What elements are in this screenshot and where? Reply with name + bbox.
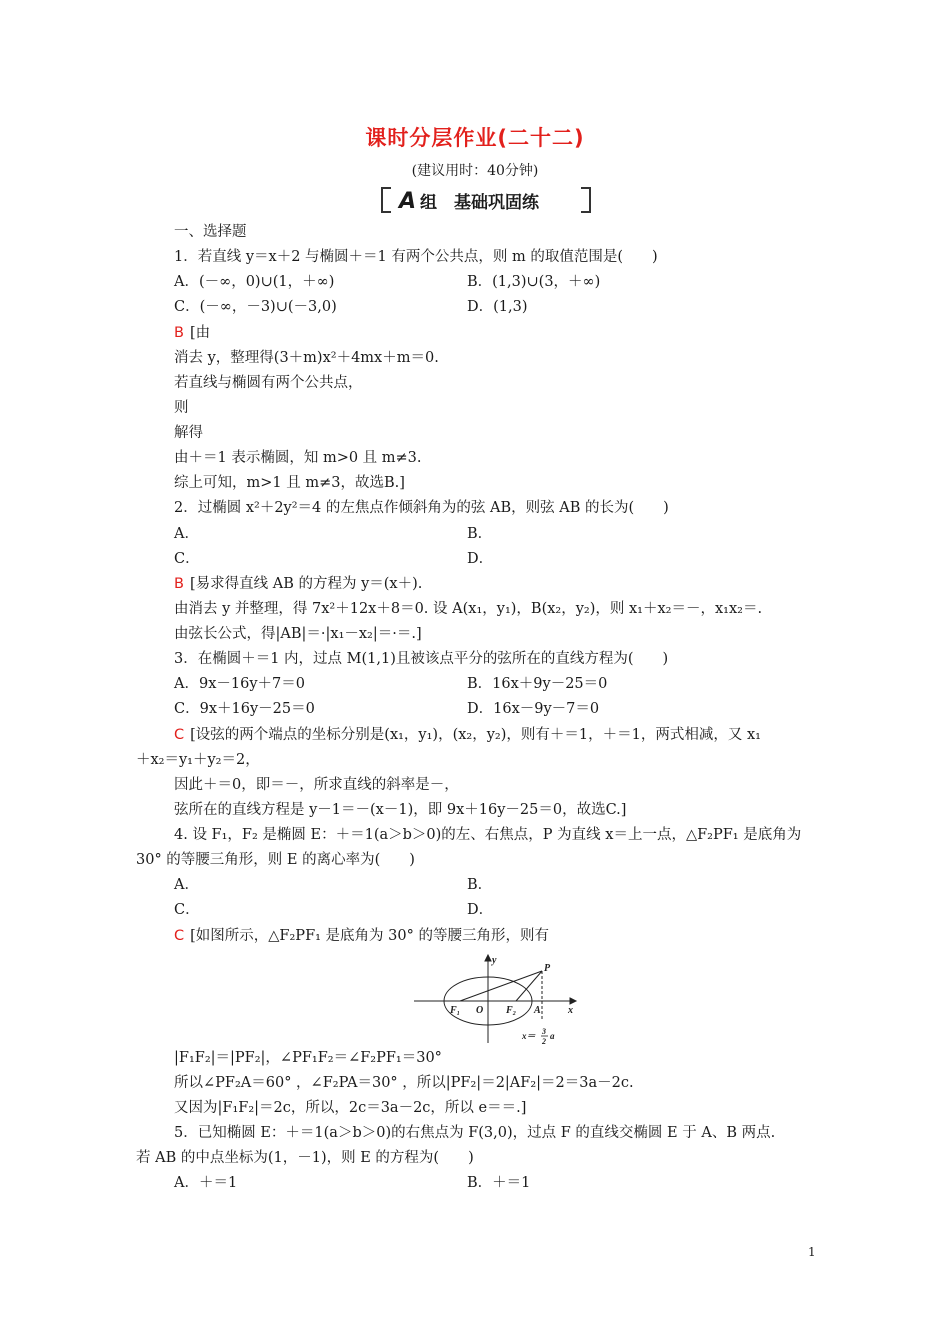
text-line-q2d (467, 549, 493, 569)
line-text: B．＋＝1 (467, 1175, 531, 1191)
line-text: A． (174, 526, 199, 542)
line-text: ＋x₂＝y₁＋y₂＝2， (136, 752, 260, 768)
answer-letter: B (174, 325, 184, 341)
line-text: A．9x－16y＋7＝0 (174, 676, 305, 692)
x-axis-arrow (570, 998, 576, 1004)
line-text: 1．若直线 y＝x＋2 与椭圆＋＝1 有两个公共点，则 m 的取值范围是( ) (174, 249, 658, 265)
text-line-q2a (174, 524, 199, 544)
text-line-q2c (174, 549, 200, 569)
text-line-q5b (467, 1173, 530, 1193)
line-text: 若直线与椭圆有两个公共点， (174, 375, 363, 391)
line-text: 综上可知，m>1 且 m≠3，故选B.] (174, 475, 405, 491)
text-line-s1_3 (174, 398, 189, 418)
line-text: C． (174, 551, 200, 567)
line-text: 2．过椭圆 x²＋2y²＝4 的左焦点作倾斜角为的弦 AB，则弦 AB 的长为( ) (174, 500, 669, 516)
line-text: D． (467, 902, 494, 918)
segment-F1P (460, 971, 542, 1001)
line-text: 由消去 y 并整理，得 7x²＋12x＋8＝0. 设 A(x₁，y₁)，B(x₂，y₂)，则 x₁＋x₂＝－，x₁x₂＝. (174, 601, 763, 617)
line-text: 若 AB 的中点坐标为(1，－1)，则 E 的方程为( ) (136, 1150, 474, 1166)
text-line-s1_5 (174, 448, 422, 468)
text-line-q5a (174, 1173, 237, 1193)
label-O: O (476, 1005, 484, 1016)
line-text: B．16x＋9y－25＝0 (467, 676, 608, 692)
line-text: 5．已知椭圆 E：＋＝1(a＞b＞0)的右焦点为 F(3,0)，过点 F 的直线交椭圆 E 于 A、B 两点. (174, 1125, 776, 1141)
figure-axes (414, 955, 576, 1043)
label-y: y (492, 955, 497, 966)
line-text: A． (174, 877, 199, 893)
text-line-q1b (467, 272, 600, 292)
line-text: 因此＋＝0，即＝－，所求直线的斜率是－， (174, 777, 459, 793)
text-line-q4 (174, 825, 801, 845)
text-line-q1a (174, 272, 334, 292)
text-line-s4_0 (174, 926, 549, 946)
text-line-s2_2 (174, 624, 422, 644)
line-text: A．(－∞，0)∪(1，＋∞) (174, 274, 335, 290)
text-line-s1_1 (174, 348, 439, 368)
text-line-s1_0 (174, 323, 210, 343)
group-banner (381, 185, 591, 215)
text-line-q2b (467, 524, 492, 544)
text-line-s3_3 (174, 800, 626, 820)
y-axis-arrow (485, 955, 491, 961)
text-line-q4d (467, 900, 493, 920)
line-text: 3．在椭圆＋＝1 内，过点 M(1,1)且被该点平分的弦所在的直线方程为( ) (174, 651, 669, 667)
label-a: a (550, 1031, 555, 1041)
text-line-q1c (174, 297, 337, 317)
line-text: A．＋＝1 (174, 1175, 238, 1191)
bracket-left (381, 187, 391, 213)
line-text: D．(1,3) (467, 299, 528, 315)
text-line-q3b (467, 674, 607, 694)
text-line-q5_1 (136, 1148, 474, 1168)
bracket-right (581, 187, 591, 213)
text-line-s2_1 (174, 599, 762, 619)
line-text: 解得 (174, 425, 203, 441)
line-text: 4. 设 F₁，F₂ 是椭圆 E：＋＝1(a＞b＞0)的左、右焦点，P 为直线 x＝上一点，△F₂PF₁ 是底角为 (174, 827, 802, 843)
text-line-s4_1 (174, 1048, 442, 1068)
text-line-q4c (174, 900, 200, 920)
label-F2: F₂ (506, 1005, 517, 1016)
section-heading: 一、选择题 (174, 224, 247, 240)
text-line-q3d (467, 699, 599, 719)
text-line-s1_4 (174, 423, 203, 443)
line-text: 30° 的等腰三角形，则 E 的离心率为( ) (136, 852, 415, 868)
label-A: A (534, 1005, 541, 1016)
ellipse-figure (410, 953, 580, 1045)
text-line-q4a (174, 875, 199, 895)
text-line-s1_6 (174, 473, 405, 493)
label-frac-num: 3 (542, 1027, 546, 1036)
line-text: [设弦的两个端点的坐标分别是(x₁，y₁)，(x₂，y₂)，则有＋＝1，＋＝1，两式相减，又 x₁ (190, 727, 761, 743)
text-line-s1_2 (174, 373, 363, 393)
text-line-q3c (174, 699, 315, 719)
label-P: P (544, 963, 551, 974)
text-line-q3a (174, 674, 305, 694)
line-text: 所以∠PF₂A＝60° ，∠F₂PA＝30° ，所以|PF₂|＝2|AF₂|＝2＝3a－2c. (174, 1075, 634, 1091)
answer-letter: B (174, 576, 184, 592)
text-line-s4_3 (174, 1098, 526, 1118)
line-text: [如图所示，△F₂PF₁ 是底角为 30° 的等腰三角形，则有 (190, 928, 549, 944)
text-line-q1 (174, 247, 658, 267)
line-text: C．9x＋16y－25＝0 (174, 701, 315, 717)
answer-letter: C (174, 727, 185, 743)
text-line-s2_0 (174, 574, 422, 594)
line-text: 弦所在的直线方程是 y－1＝－(x－1)，即 9x＋16y－25＝0，故选C.] (174, 802, 627, 818)
line-text: 消去 y，整理得(3＋m)x²＋4mx＋m＝0. (174, 350, 439, 366)
page-title: 课时分层作业(二十二) (365, 126, 585, 150)
line-text: 由弦长公式，得|AB|＝·|x₁－x₂|＝·＝.] (174, 626, 422, 642)
text-line-s4_2 (174, 1073, 634, 1093)
suggested-time: (建议用时：40分钟) (411, 163, 539, 179)
label-frac-den: 2 (542, 1037, 546, 1045)
group-letter: A (399, 189, 417, 214)
label-F1: F₁ (450, 1005, 461, 1016)
label-xeq: x＝ (522, 1031, 536, 1041)
line-text: 又因为|F₁F₂|＝2c，所以，2c＝3a－2c，所以 e＝＝.] (174, 1100, 527, 1116)
page-number: 1 (808, 1245, 816, 1259)
answer-letter: C (174, 928, 185, 944)
text-line-q4_1 (136, 850, 415, 870)
group-label: 组 基础巩固练 (420, 193, 540, 213)
text-line-q3 (174, 649, 668, 669)
line-text: C． (174, 902, 200, 918)
line-text: D． (467, 551, 494, 567)
line-text: 由＋＝1 表示椭圆，知 m>0 且 m≠3. (174, 450, 422, 466)
line-text: [由 (189, 325, 211, 341)
group-heading (399, 188, 539, 214)
line-text: B． (467, 526, 493, 542)
line-text: |F₁F₂|＝|PF₂|，∠PF₁F₂＝∠F₂PF₁＝30° (174, 1050, 442, 1066)
line-text: [易求得直线 AB 的方程为 y＝(x＋). (189, 576, 423, 592)
text-line-q4b (467, 875, 492, 895)
text-line-q5 (174, 1123, 775, 1143)
text-line-s3_2 (174, 775, 459, 795)
line-text: B．(1,3)∪(3，＋∞) (467, 274, 601, 290)
text-line-q1d (467, 297, 528, 317)
text-line-q2 (174, 498, 669, 518)
label-x: x (568, 1005, 573, 1016)
text-line-s3_1 (136, 750, 260, 770)
line-text: C．(－∞，－3)∪(－3,0) (174, 299, 337, 315)
line-text: 则 (174, 400, 189, 416)
text-line-s3_0 (174, 725, 761, 745)
line-text: B． (467, 877, 493, 893)
line-text: D．16x－9y－7＝0 (467, 701, 600, 717)
